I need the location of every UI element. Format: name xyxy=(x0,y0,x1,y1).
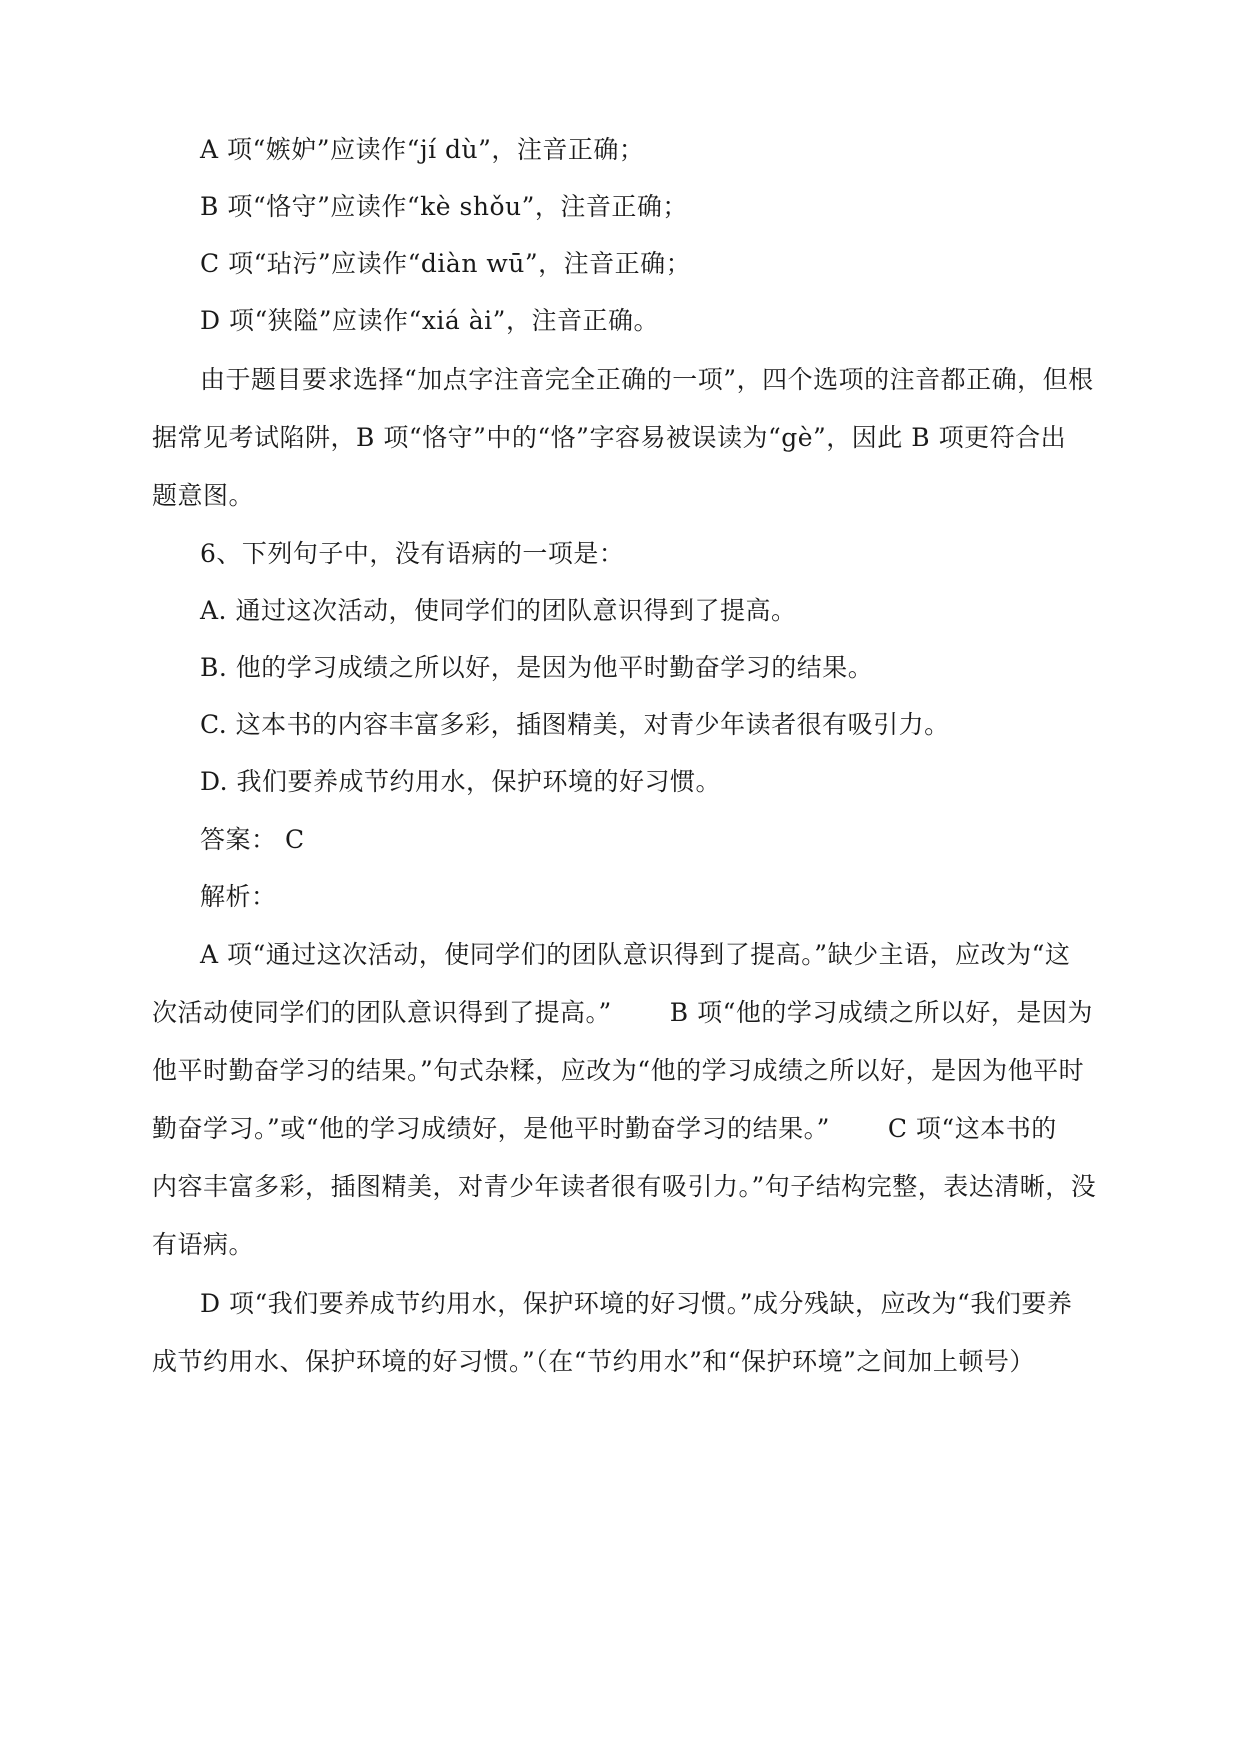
analysis-line-5: 内容丰富多彩，插图精美，对青少年读者很有吸引力。”句子结构完整，表达清晰，没 xyxy=(152,1172,1097,1201)
option-d-explanation: D 项“狭隘”应读作“xiá ài”，注音正确。 xyxy=(200,306,659,335)
question-6-option-c: C. 这本书的内容丰富多彩，插图精美，对青少年读者很有吸引力。 xyxy=(200,710,950,739)
analysis-line-4-text: 勤奋学习。”或“他的学习成绩好，是他平时勤奋学习的结果。” xyxy=(152,1114,830,1143)
analysis-line-4 xyxy=(152,1111,1092,1147)
option-c-explanation: C 项“玷污”应读作“diàn wū”，注音正确； xyxy=(200,249,692,278)
analysis-label: 解析： xyxy=(200,882,277,911)
analysis-line-2-text: 次活动使同学们的团队意识得到了提高。” xyxy=(152,998,612,1027)
option-b-explanation: B 项“恪守”应读作“kè shǒu”，注音正确； xyxy=(200,192,688,221)
question-6-option-b: B. 他的学习成绩之所以好，是因为他平时勤奋学习的结果。 xyxy=(200,653,874,682)
analysis-line-2 xyxy=(152,995,1092,1031)
analysis-line-3: 他平时勤奋学习的结果。”句式杂糅，应改为“他的学习成绩之所以好，是因为他平时 xyxy=(152,1056,1085,1085)
conclusion-line-2: 据常见考试陷阱，B 项“恪守”中的“恪”字容易被误读为“gè”，因此 B 项更符合出 xyxy=(152,423,1067,452)
conclusion-line-1: 由于题目要求选择“加点字注音完全正确的一项”，四个选项的注音都正确，但根 xyxy=(200,365,1094,394)
analysis-line-7: D 项“我们要养成节约用水，保护环境的好习惯。”成分残缺，应改为“我们要养 xyxy=(200,1289,1073,1318)
analysis-line-2-tail: B 项“他的学习成绩之所以好，是因为 xyxy=(669,998,1093,1027)
analysis-line-1: A 项“通过这次活动，使同学们的团队意识得到了提高。”缺少主语，应改为“这 xyxy=(200,940,1071,969)
answer-line: 答案： C xyxy=(200,825,305,854)
analysis-line-4-tail: C 项“这本书的 xyxy=(887,1114,1057,1143)
conclusion-line-3: 题意图。 xyxy=(152,481,255,510)
question-6-option-a: A. 通过这次活动，使同学们的团队意识得到了提高。 xyxy=(200,596,797,625)
analysis-line-8: 成节约用水、保护环境的好习惯。”（在“节约用水”和“保护环境”之间加上顿号） xyxy=(152,1347,1035,1376)
question-6-option-d: D. 我们要养成节约用水，保护环境的好习惯。 xyxy=(200,767,722,796)
option-a-explanation: A 项“嫉妒”应读作“jí dù”，注音正确； xyxy=(200,135,645,164)
analysis-line-6: 有语病。 xyxy=(152,1230,255,1259)
question-6-stem: 6、下列句子中，没有语病的一项是： xyxy=(200,539,625,568)
